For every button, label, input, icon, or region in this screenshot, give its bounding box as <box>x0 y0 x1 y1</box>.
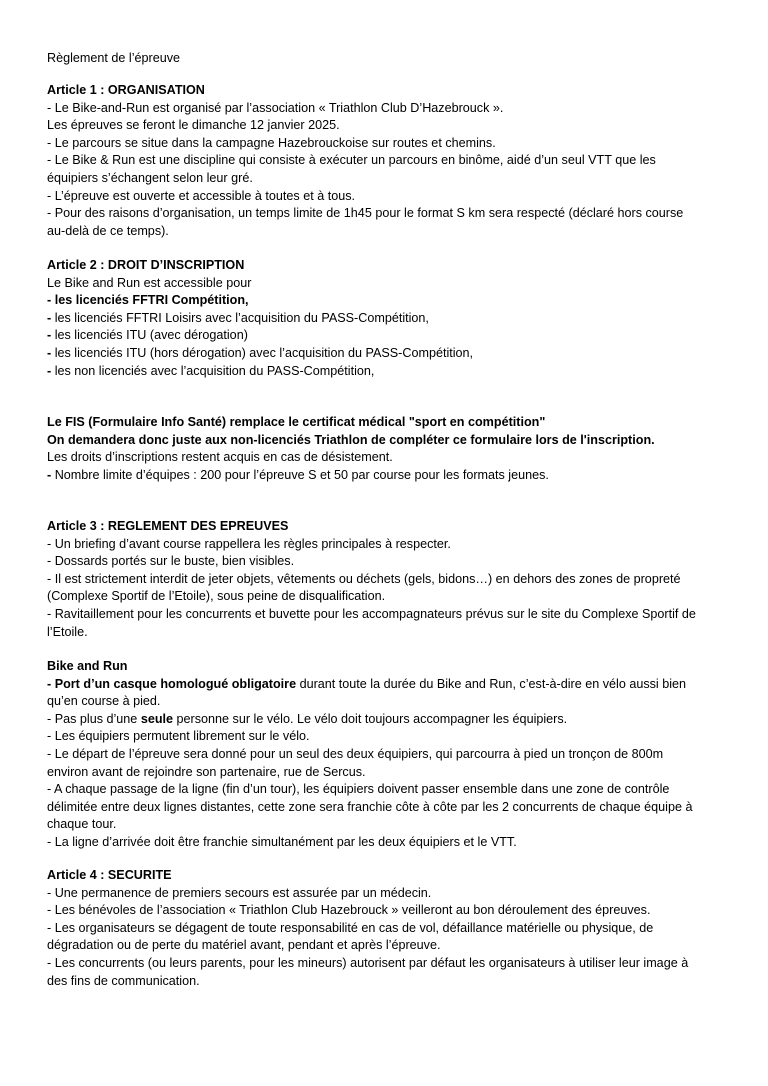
bike-run-line: - A chaque passage de la ligne (fin d’un tour), les équipiers doivent passer ensemble dans une zone de contrôle <box>47 782 670 797</box>
document-title: Règlement de l’épreuve <box>47 51 181 65</box>
item-text: les licenciés ITU (hors dérogation) avec l’acquisition du PASS-Compétition, <box>51 345 474 360</box>
eligibility-item <box>47 327 727 345</box>
item-text: les licenciés FFTRI Compétition, <box>51 293 249 308</box>
article-1-line: au-delà de ce temps). <box>47 223 169 238</box>
single-rider-line <box>47 711 727 729</box>
bike-run-line: qu’en course à pied. <box>47 694 161 709</box>
fis-notice-line: Le FIS (Formulaire Info Santé) remplace le certificat médical "sport en compétition" <box>47 415 546 429</box>
article-4-line: des fins de communication. <box>47 973 200 988</box>
health-form-notice <box>47 414 727 484</box>
helmet-rule-bold: - Port d’un casque homologué obligatoire <box>47 676 297 691</box>
single-rider-bold: seule <box>140 711 174 726</box>
article-4-heading: Article 4 : SECURITE <box>47 868 172 882</box>
bike-run-line: - La ligne d’arrivée doit être franchie simultanément par les deux équipiers et le VTT. <box>47 834 517 849</box>
helmet-rule-text: durant toute la durée du Bike and Run, c’est-à-dire en vélo aussi bien <box>296 676 687 691</box>
bike-and-run-section <box>47 658 727 852</box>
item-dash: - <box>47 293 52 308</box>
helmet-rule-line <box>47 676 727 694</box>
article-1-line: - L’épreuve est ouverte et accessible à toutes et à tous. <box>47 188 356 203</box>
article-1-section <box>47 82 727 240</box>
item-dash: - <box>47 328 52 343</box>
article-4-line: - Une permanence de premiers secours est assurée par un médecin. <box>47 885 432 900</box>
article-3-line: - Il est strictement interdit de jeter objets, vêtements ou déchets (gels, bidons…) en dehors des zones de propreté <box>47 571 681 586</box>
eligibility-item <box>47 363 727 381</box>
bike-run-line: chaque tour. <box>47 817 117 832</box>
eligibility-item <box>47 292 727 310</box>
bike-run-line: environ avant de rejoindre son partenaire, rue de Sercus. <box>47 764 366 779</box>
article-1-line: - Le Bike & Run est une discipline qui consiste à exécuter un parcours en binôme, aidé d’un seul VTT que les <box>47 153 656 168</box>
item-text: les licenciés FFTRI Loisirs avec l’acquisition du PASS-Compétition, <box>51 310 429 325</box>
article-3-line: - Un briefing d’avant course rappellera les règles principales à respecter. <box>47 536 451 551</box>
article-3-line: (Complexe Sportif de l’Etoile), sous peine de disqualification. <box>47 589 386 604</box>
article-4-line: - Les concurrents (ou leurs parents, pour les mineurs) autorisent par défaut les organisateurs à utiliser leur image à <box>47 955 689 970</box>
article-4-line: dégradation ou de perte du matériel avant, pendant et après l’épreuve. <box>47 938 441 953</box>
item-dash: - <box>47 310 52 325</box>
article-2-section <box>47 257 727 380</box>
article-4-line: - Les organisateurs se dégagent de toute responsabilité en cas de vol, défaillance matérielle ou physique, de <box>47 920 654 935</box>
article-1-heading: Article 1 : ORGANISATION <box>47 83 205 97</box>
bike-run-line: - Les équipiers permutent librement sur le vélo. <box>47 729 310 744</box>
bike-and-run-heading: Bike and Run <box>47 659 128 673</box>
item-dash: - <box>47 345 52 360</box>
article-1-line: équipiers s’échangent selon leur gré. <box>47 170 253 185</box>
article-4-section <box>47 867 727 990</box>
bike-run-line: délimitée entre deux lignes distantes, cette zone sera franchie côte à côte par les 2 concurrents de chaque équipe à <box>47 799 693 814</box>
item-text: les non licenciés avec l’acquisition du PASS-Compétition, <box>51 363 375 378</box>
eligibility-item <box>47 310 727 328</box>
item-dash: - <box>47 467 52 482</box>
article-3-line: - Ravitaillement pour les concurrents et buvette pour les accompagnateurs prévus sur le site du Complexe Sportif de <box>47 606 696 621</box>
single-rider-pre: - Pas plus d’une <box>47 711 141 726</box>
article-3-heading: Article 3 : REGLEMENT DES EPREUVES <box>47 519 289 533</box>
article-2-heading: Article 2 : DROIT D’INSCRIPTION <box>47 258 245 272</box>
article-4-line: - Les bénévoles de l’association « Triathlon Club Hazebrouck » veilleront au bon déroulement des épreuves. <box>47 903 651 918</box>
article-1-line: - Pour des raisons d’organisation, un temps limite de 1h45 pour le format S km sera respecté (déclaré hors course <box>47 206 684 221</box>
item-text: les licenciés ITU (avec dérogation) <box>51 328 248 343</box>
eligibility-item <box>47 345 727 363</box>
article-2-intro: Le Bike and Run est accessible pour <box>47 275 252 290</box>
bike-run-line: - Le départ de l’épreuve sera donné pour un seul des deux équipiers, qui parcourra à pied un tronçon de 800m <box>47 746 664 761</box>
single-rider-post: personne sur le vélo. Le vélo doit toujours accompagner les équipiers. <box>173 711 568 726</box>
registration-rights-line: Les droits d’inscriptions restent acquis en cas de désistement. <box>47 450 393 465</box>
article-3-line: - Dossards portés sur le buste, bien visibles. <box>47 554 295 569</box>
item-dash: - <box>47 363 52 378</box>
item-text: Nombre limite d’équipes : 200 pour l’épreuve S et 50 par course pour les formats jeunes. <box>51 467 549 482</box>
team-limit-line <box>47 467 727 485</box>
fis-notice-line: On demandera donc juste aux non-licenciés Triathlon de compléter ce formulaire lors de l'inscription. <box>47 432 655 447</box>
article-3-line: l’Etoile. <box>47 624 88 639</box>
article-3-section <box>47 518 727 641</box>
article-1-line: - Le Bike-and-Run est organisé par l’association « Triathlon Club D’Hazebrouck ». <box>47 100 504 115</box>
article-1-line: - Le parcours se situe dans la campagne Hazebrouckoise sur routes et chemins. <box>47 135 496 150</box>
article-1-line: Les épreuves se feront le dimanche 12 janvier 2025. <box>47 118 340 133</box>
